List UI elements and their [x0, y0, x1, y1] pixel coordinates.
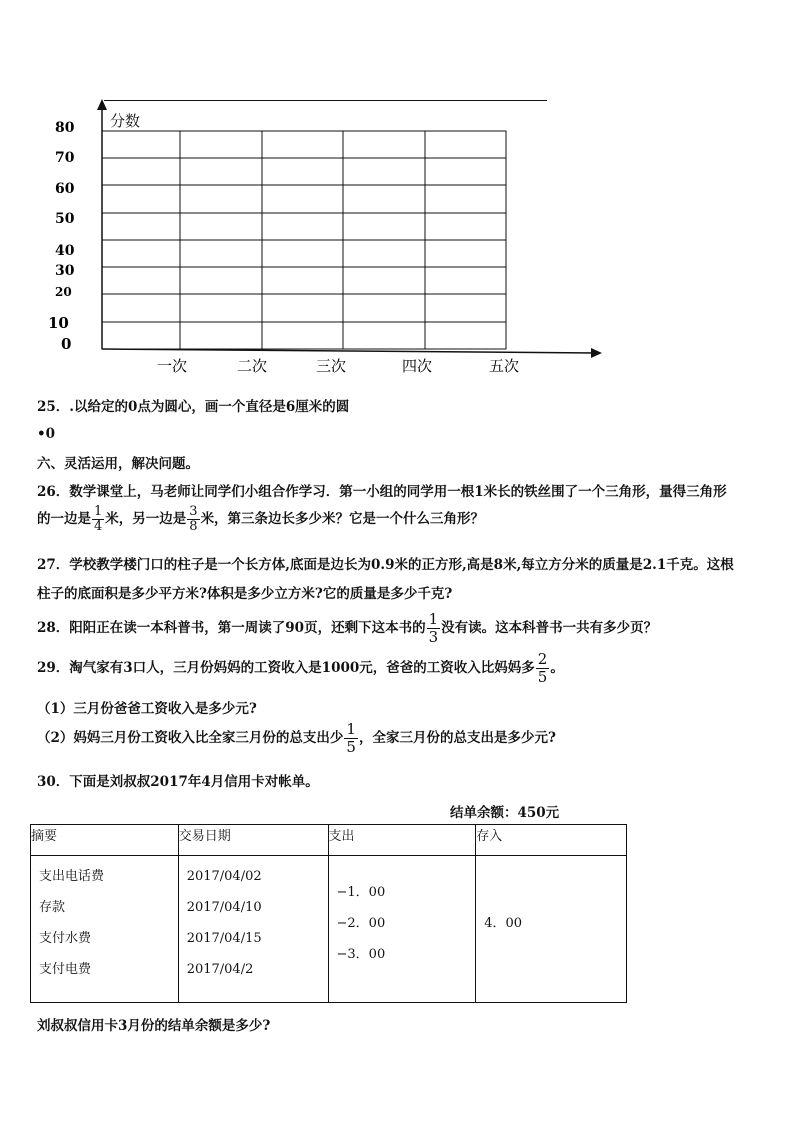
expense-item: −2．00	[336, 916, 386, 931]
y-tick-label: 0	[61, 335, 72, 353]
question-29-part2	[37, 721, 556, 756]
y-tick-label: 60	[55, 181, 75, 197]
score-chart	[40, 95, 610, 380]
q29-text-a: 29．淘气家有3口人，三月份妈妈的工资收入是1000元，爸爸的工资收入比妈妈多	[37, 660, 535, 676]
expense-cell	[328, 856, 476, 1003]
date-item: 2017/04/02	[186, 869, 262, 884]
chart-grid	[102, 131, 506, 349]
summary-item: 存款	[39, 900, 66, 915]
summary-item: 支出电话费	[39, 869, 105, 884]
question-29	[37, 651, 564, 686]
q28-text-a: 28．阳阳正在读一本科普书，第一周读了90页，还剩下这本书的	[37, 620, 426, 636]
q29-2-text-a: （2）妈妈三月份工资收入比全家三月份的总支出少	[37, 730, 344, 746]
table-header-row	[31, 825, 627, 856]
date-item: 2017/04/10	[186, 900, 262, 915]
y-tick-label: 10	[48, 314, 69, 332]
date-cell	[178, 856, 328, 1003]
expense-item: −1．00	[336, 885, 386, 900]
question-25: 25．.以给定的0点为圆心，画一个直径是6厘米的圆	[37, 399, 350, 415]
q29-text-b: 。	[550, 660, 564, 676]
x-tick-label: 一次	[157, 357, 188, 375]
table-row	[31, 856, 627, 1003]
statement-balance: 结单余额：450元	[450, 805, 560, 821]
deposit-item: 4．00	[484, 916, 523, 931]
q26-text-a: 的一边是	[37, 511, 91, 527]
date-item: 2017/04/15	[186, 931, 262, 946]
question-29-part1: （1）三月份爸爸工资收入是多少元?	[37, 701, 257, 717]
question-28	[37, 611, 657, 646]
expense-item: −3．00	[336, 947, 386, 962]
x-tick-label: 二次	[237, 357, 268, 375]
deposit-cell	[476, 856, 627, 1003]
question-27-line2: 柱子的底面积是多少平方米?体积是多少立方米?它的质量是多少千克?	[37, 586, 453, 602]
summary-cell	[31, 856, 179, 1003]
header-expense: 支出	[328, 825, 476, 856]
credit-card-statement-table	[30, 824, 627, 1003]
x-tick-label: 五次	[489, 357, 520, 375]
summary-item: 支付水费	[39, 931, 92, 946]
y-tick-label: 80	[55, 120, 75, 136]
q29-2-text-b: ，全家三月份的总支出是多少元?	[358, 730, 556, 746]
x-axis	[102, 349, 596, 353]
header-deposit: 存入	[476, 825, 627, 856]
summary-item: 支付电费	[39, 962, 92, 977]
header-summary: 摘要	[31, 825, 179, 856]
y-axis-arrow	[97, 99, 107, 110]
q28-text-b: 没有读。这本科普书一共有多少页？	[441, 620, 658, 636]
y-tick-label: 70	[55, 150, 75, 166]
y-tick-label: 50	[55, 211, 75, 227]
fraction-one-fifth: $\frac{1}{5}$	[346, 720, 356, 756]
fraction-three-eighths: $\frac{3}{8}$	[189, 504, 198, 534]
q26-text-b: 米，另一边是	[105, 511, 187, 527]
x-tick-label: 三次	[316, 357, 347, 375]
x-axis-arrow	[591, 348, 602, 358]
fraction-one-third: $\frac{1}{3}$	[428, 610, 439, 646]
header-date: 交易日期	[178, 825, 328, 856]
y-tick-label: 20	[55, 285, 72, 299]
origin-point: •0	[37, 426, 56, 442]
x-tick-label: 四次	[402, 357, 433, 375]
q26-text-c: 米，第三条边长多少米？它是一个什么三角形？	[200, 511, 485, 527]
date-item: 2017/04/2	[186, 962, 254, 977]
question-30: 30．下面是刘叔叔2017年4月信用卡对帐单。	[37, 774, 319, 790]
question-30-ask: 刘叔叔信用卡3月份的结单余额是多少?	[37, 1018, 271, 1034]
y-tick-label: 40	[55, 243, 75, 259]
fraction-two-fifths: $\frac{2}{5}$	[537, 650, 548, 686]
y-tick-label: 30	[55, 263, 75, 279]
y-axis-title: 分数	[110, 112, 141, 130]
question-26-line1: 26．数学课堂上，马老师让同学们小组合作学习．第一小组的同学用一根1米长的铁丝围了一个三角形，量得三角形	[37, 484, 727, 500]
fraction-one-quarter: $\frac{1}{4}$	[94, 504, 103, 534]
question-26-line2	[37, 505, 484, 534]
question-27-line1: 27．学校教学楼门口的柱子是一个长方体,底面是边长为0.9米的正方形,高是8米,每立方分米的质量是2.1千克。这根	[37, 557, 734, 573]
section-6-heading: 六、灵活运用，解决问题。	[37, 456, 199, 472]
